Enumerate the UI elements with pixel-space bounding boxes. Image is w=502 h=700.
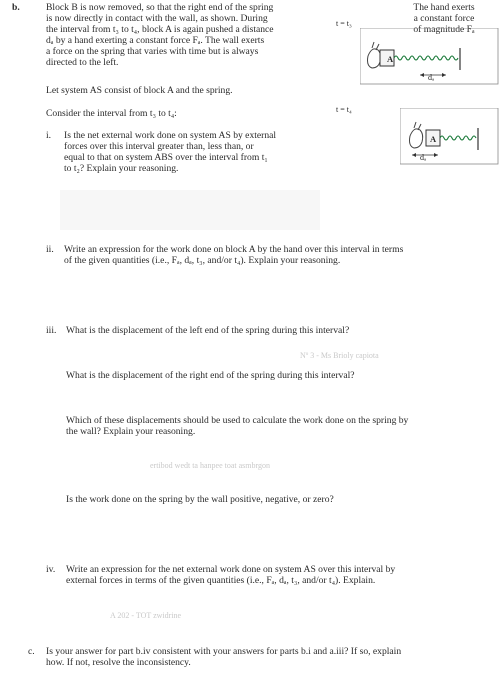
question-ii-number: ii.: [46, 244, 54, 255]
block-a-label: A: [387, 54, 394, 64]
spring: [440, 136, 476, 140]
question-i-line: equal to that on system ABS over the interval from t₁: [64, 152, 268, 163]
part-c-line: Is your answer for part b.iv consistent with your answers for parts b.i and a.iii? If so, explain: [46, 646, 402, 657]
time-label-bottom: t = t₄: [336, 105, 352, 114]
figure-bottom: [400, 108, 500, 168]
part-b-intro-line: is now directly in contact with the wall, as shown. During: [46, 13, 268, 24]
hand-icon: [410, 122, 423, 148]
question-iii-which-line: Which of these displacements should be used to calculate the work done on the spring by: [66, 415, 409, 426]
question-i-number: i.: [46, 130, 52, 141]
system-definition: Let system AS consist of block A and the spring.: [46, 85, 233, 96]
question-i-line: forces over this interval greater than, less than, or: [64, 141, 254, 152]
distance-label-bottom: dₐ: [420, 153, 427, 162]
bleed-through-text: A 202 - TOT zwidrine: [110, 611, 182, 620]
question-iii-right-end: What is the displacement of the right end of the spring during this interval?: [66, 370, 355, 381]
question-iv-line: external forces in terms of the given quantities (i.e., Fₐ, dₐ, t₃, and/or t₄). Explain.: [66, 575, 376, 586]
question-i-line: to t₂? Explain your reasoning.: [64, 163, 179, 174]
hand-note-line: The hand exerts: [413, 2, 475, 13]
interval-statement: Consider the interval from t₃ to t₄:: [46, 108, 177, 119]
hand-note-line: of magnitude Fₐ: [413, 24, 475, 35]
bleed-through-area: [60, 190, 320, 230]
part-b-intro-line: directed to the left.: [46, 57, 119, 68]
question-iv-number: iv.: [46, 564, 56, 575]
question-iii-which-line: the wall? Explain your reasoning.: [66, 426, 196, 437]
part-b-intro-line: Block B is now removed, so that the right end of the spring: [46, 2, 274, 13]
bleed-through-text: Nº 3 - Ms Brioly capiota: [300, 351, 379, 360]
bleed-through-text: ertibod wedt ta hanpee toat asmbrgon: [150, 461, 271, 470]
part-b-intro-line: a force on the spring that varies with time but is always: [46, 46, 259, 57]
question-iv-line: Write an expression for the net external work done on system AS over this interval by: [66, 564, 396, 575]
question-i-line: Is the net external work done on system AS by external: [64, 130, 277, 141]
hand-note-line: a constant force: [413, 13, 475, 24]
part-b-intro-line: dₐ by a hand exerting a constant force Fₐ. The wall exerts: [46, 35, 265, 46]
question-iii-left-end: What is the displacement of the left end of the spring during this interval?: [66, 325, 350, 336]
part-c-label: c.: [28, 646, 35, 657]
part-c-line: how. If not, resolve the inconsistency.: [46, 657, 191, 668]
part-b-label: b.: [12, 2, 20, 13]
question-ii-line: of the given quantities (i.e., Fₐ, dₐ, t₃, and/or t₄). Explain your reasoning.: [64, 255, 341, 266]
part-b-intro-line: the interval from t₃ to t₄, block A is again pushed a distance: [46, 24, 274, 35]
block-a-label: A: [430, 134, 437, 144]
hand-icon: [368, 42, 381, 68]
question-iii-number: iii.: [46, 325, 57, 336]
spring: [394, 56, 458, 60]
distance-label-top: dₐ: [428, 73, 435, 82]
question-ii-line: Write an expression for the work done on block A by the hand over this interval in terms: [64, 244, 404, 255]
time-label-top: t = t₃: [336, 19, 352, 28]
question-iii-sign: Is the work done on the spring by the wall positive, negative, or zero?: [66, 494, 334, 505]
